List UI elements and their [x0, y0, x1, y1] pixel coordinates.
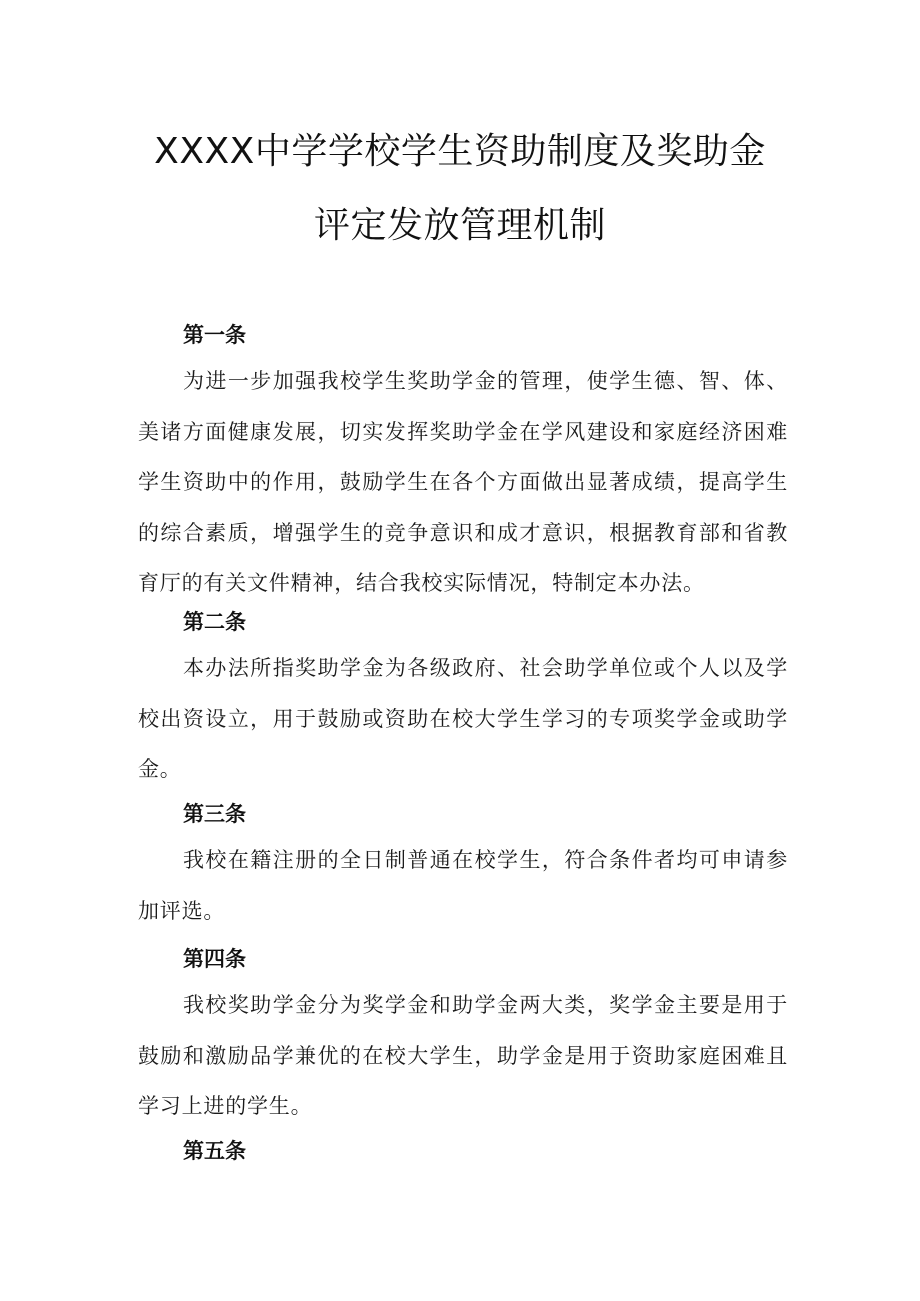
article-4-text: 我校奖助学金分为奖学金和助学金两大类，奖学金主要是用于鼓励和激励品学兼优的在校大学生，助学金是用于资助家庭困难且学习上进的学生。 [138, 993, 788, 1118]
document-title-line-1: XXXX中学学校学生资助制度及奖助金 [154, 131, 766, 172]
article-2-text: 本办法所指奖助学金为各级政府、社会助学单位或个人以及学校出资设立，用于鼓励或资助在校大学生学习的专项奖学金或助学金。 [138, 656, 788, 781]
document-title-line-2: 评定发放管理机制 [313, 205, 606, 246]
article-1-text: 为进一步加强我校学生奖助学金的管理，使学生德、智、体、美诸方面健康发展，切实发挥奖助学金在学风建设和家庭经济困难学生资助中的作用，鼓励学生在各个方面做出显著成绩，提高学生的综合素质，增强学生的竞争意识和成才意识，根据教育部和省教育厅的有关文件精神，结合我校实际情况，特制定本办法。 [138, 369, 788, 595]
article-1-heading: 第一条 [183, 323, 246, 347]
article-5-heading: 第五条 [183, 1139, 246, 1163]
article-3-heading: 第三条 [183, 802, 246, 826]
article-3-text: 我校在籍注册的全日制普通在校学生，符合条件者均可申请参加评选。 [138, 848, 788, 923]
article-2-heading: 第二条 [183, 610, 246, 634]
article-4-heading: 第四条 [183, 947, 246, 971]
